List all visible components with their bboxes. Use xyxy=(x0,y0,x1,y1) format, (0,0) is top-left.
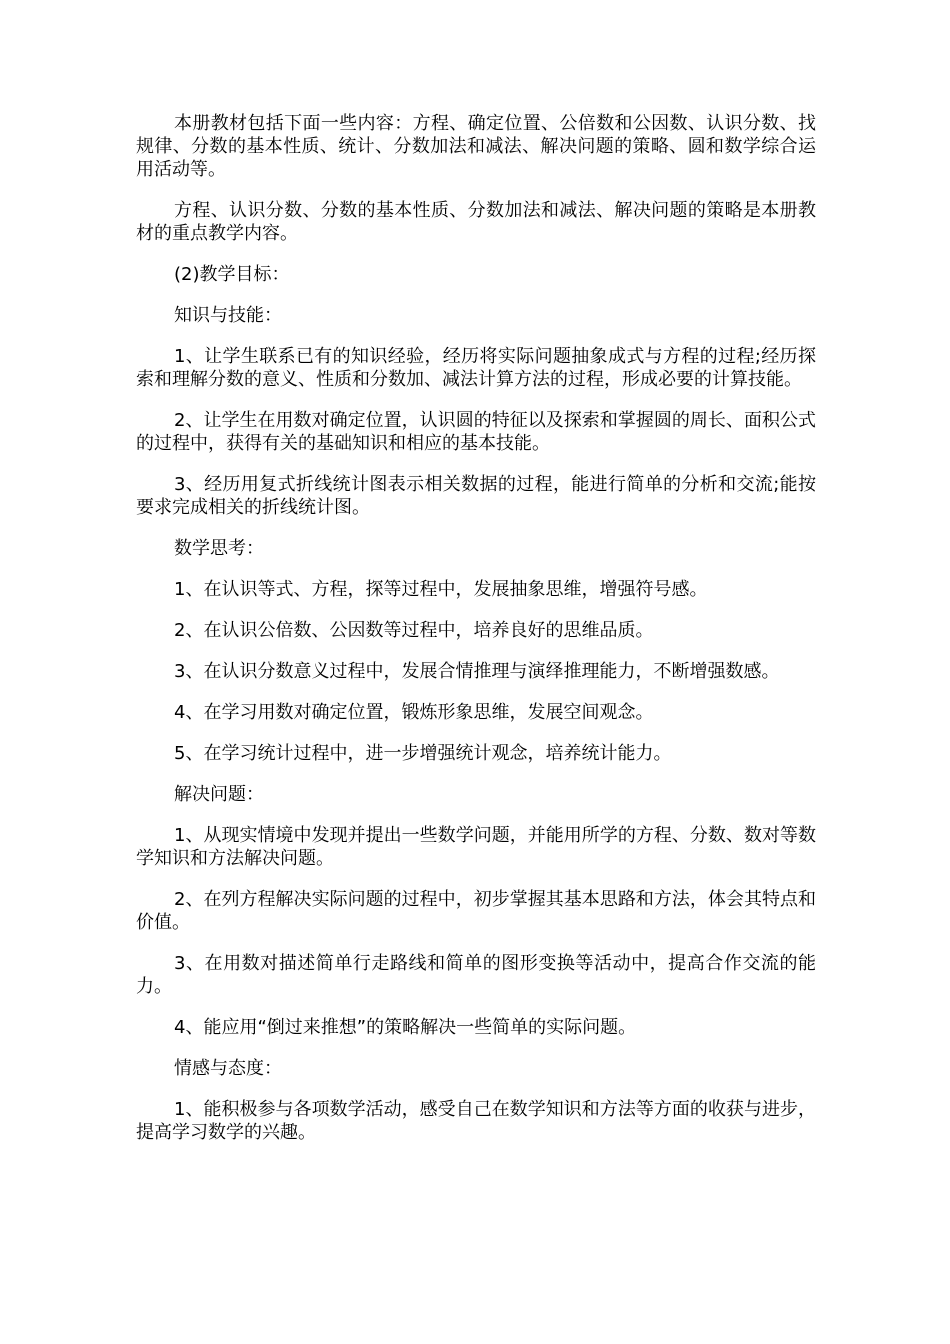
list-item: 4、在学习用数对确定位置，锻炼形象思维，发展空间观念。 xyxy=(174,702,654,723)
list-item: 3、在认识分数意义过程中，发展合情推理与演绎推理能力，不断增强数感。 xyxy=(174,661,780,682)
list-item: 2、让学生在用数对确定位置，认识圆的特征以及探索和掌握圆的周长、面积公式的过程中，获得有关的基础知识和相应的基本技能。 xyxy=(136,410,816,454)
list-item: 1、在认识等式、方程，探等过程中，发展抽象思维，增强符号感。 xyxy=(174,579,708,600)
list-item: 3、在用数对描述简单行走路线和简单的图形变换等活动中，提高合作交流的能力。 xyxy=(136,953,816,997)
heading-problem-solving: 解决问题： xyxy=(174,784,264,805)
list-item: 4、能应用“倒过来推想”的策略解决一些简单的实际问题。 xyxy=(174,1017,637,1038)
list-item: 2、在认识公倍数、公因数等过程中，培养良好的思维品质。 xyxy=(174,620,654,641)
heading-knowledge-skills: 知识与技能： xyxy=(174,305,282,326)
list-item: 1、从现实情境中发现并提出一些数学问题，并能用所学的方程、分数、数对等数学知识和方法解决问题。 xyxy=(136,825,816,869)
list-item: 3、经历用复式折线统计图表示相关数据的过程，能进行简单的分析和交流;能按要求完成相关的折线统计图。 xyxy=(136,474,816,518)
heading-emotion-attitude: 情感与态度： xyxy=(174,1058,282,1079)
list-item: 1、能积极参与各项数学活动，感受自己在数学知识和方法等方面的收获与进步，提高学习数学的兴趣。 xyxy=(136,1099,816,1143)
paragraph-key-content: 方程、认识分数、分数的基本性质、分数加法和减法、解决问题的策略是本册教材的重点教学内容。 xyxy=(136,200,816,244)
paragraph-content-overview: 本册教材包括下面一些内容：方程、确定位置、公倍数和公因数、认识分数、找规律、分数的基本性质、统计、分数加法和减法、解决问题的策略、圆和数学综合运用活动等。 xyxy=(136,113,816,180)
heading-teaching-goals: (2)教学目标： xyxy=(174,264,290,285)
document-body xyxy=(136,112,816,1162)
list-item: 1、让学生联系已有的知识经验，经历将实际问题抽象成式与方程的过程;经历探索和理解分数的意义、性质和分数加、减法计算方法的过程，形成必要的计算技能。 xyxy=(136,346,816,390)
list-item: 2、在列方程解决实际问题的过程中，初步掌握其基本思路和方法，体会其特点和价值。 xyxy=(136,889,816,933)
list-item: 5、在学习统计过程中，进一步增强统计观念，培养统计能力。 xyxy=(174,743,672,764)
heading-math-thinking: 数学思考： xyxy=(174,538,264,559)
